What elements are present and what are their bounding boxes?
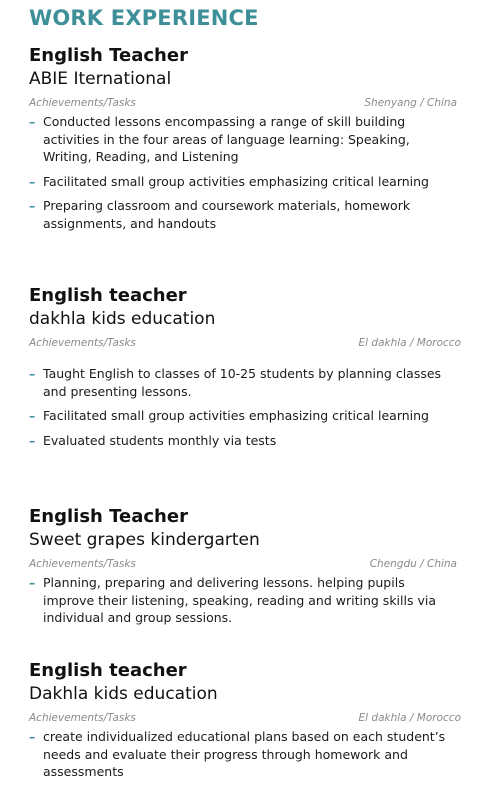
dash-bullet-icon: –	[29, 432, 36, 448]
org-text: ABIE Iternational	[29, 69, 172, 89]
achievement-item	[29, 365, 457, 400]
achievement-text: create individualized educational plans based on each student’s needs and evaluate their progress through homework and assessments	[43, 729, 446, 779]
achievement-item	[29, 432, 457, 450]
job-organization	[29, 683, 457, 705]
job-location: El dakhla / Morocco	[358, 712, 461, 724]
achievement-item	[29, 407, 457, 425]
job-entry	[29, 660, 461, 788]
job-meta	[29, 95, 457, 113]
dash-bullet-icon: –	[29, 729, 36, 744]
org-text: Sweet grapes kindergarten	[29, 530, 260, 550]
job-meta	[29, 556, 457, 574]
job-organization	[29, 529, 457, 551]
dash-bullet-icon: –	[29, 366, 36, 381]
dash-bullet-icon: –	[29, 575, 36, 590]
achievement-item	[29, 113, 457, 166]
job-meta	[29, 335, 461, 353]
achievement-list	[29, 574, 457, 627]
section-title: WORK EXPERIENCE	[29, 6, 259, 30]
job-location: Shenyang / China	[364, 97, 457, 109]
job-organization	[29, 308, 457, 330]
achievement-item	[29, 574, 457, 627]
job-organization	[29, 68, 457, 90]
achievement-list	[29, 365, 457, 449]
dash-bullet-icon: –	[29, 173, 36, 189]
job-entry	[29, 45, 457, 239]
dash-bullet-icon: –	[29, 114, 36, 129]
achievement-text: Evaluated students monthly via tests	[43, 432, 277, 448]
achievement-text: Planning, preparing and delivering lessons. helping pupils improve their listening, speaking, reading and writing skills via individual and group sessions.	[43, 575, 436, 625]
achievement-list	[29, 113, 457, 232]
achievement-text: Facilitated small group activities emphasizing critical learning	[43, 408, 429, 423]
achievement-text: Preparing classroom and coursework materials, homework assignments, and handouts	[43, 198, 411, 231]
achievement-item	[29, 728, 457, 781]
achievements-label: Achievements/Tasks	[29, 558, 136, 570]
achievement-text: Facilitated small group activities emphasizing critical learning	[43, 173, 429, 189]
achievement-item	[29, 173, 457, 191]
achievements-label: Achievements/Tasks	[29, 712, 136, 724]
org-text: Dakhla kids education	[29, 684, 218, 704]
achievement-text: Conducted lessons encompassing a range of skill building activities in the four areas of language learning: Speaking, Writing, Reading, and Listening	[43, 114, 410, 164]
achievements-label: Achievements/Tasks	[29, 337, 136, 349]
job-location: Chengdu / China	[369, 558, 457, 570]
job-entry	[29, 285, 461, 456]
dash-bullet-icon: –	[29, 408, 36, 423]
job-location: El dakhla / Morocco	[358, 337, 461, 349]
job-role: English teacher	[29, 660, 187, 681]
org-text: dakhla kids education	[29, 309, 216, 329]
job-meta	[29, 710, 461, 728]
job-role: English teacher	[29, 285, 187, 306]
dash-bullet-icon: –	[29, 198, 36, 213]
job-role: English Teacher	[29, 45, 188, 66]
achievement-item	[29, 197, 457, 232]
job-role: English Teacher	[29, 506, 188, 527]
job-entry	[29, 506, 457, 634]
achievement-list	[29, 728, 457, 781]
achievement-text: Taught English to classes of 10-25 students by planning classes and presenting lessons.	[43, 366, 442, 399]
achievements-label: Achievements/Tasks	[29, 97, 136, 109]
